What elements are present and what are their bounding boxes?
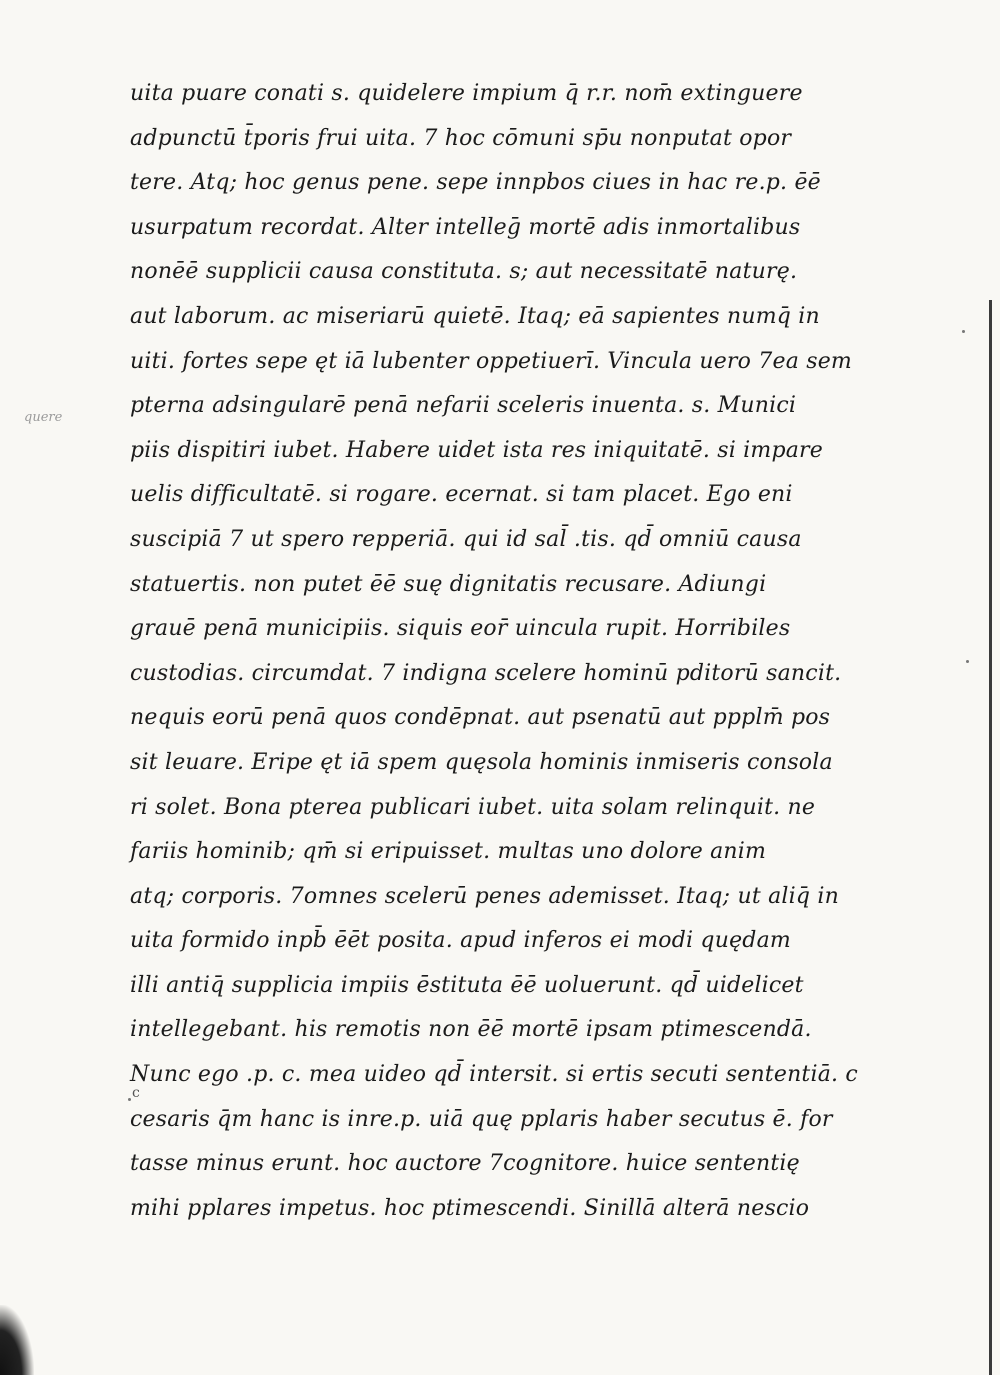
text-line: intellegebant. his remotis non ēē mortē ipsam ptimescendā. [130, 1017, 812, 1043]
text-line: uita formido inpb̄ ēēt posita. apud inferos ei modi quędam [130, 928, 791, 954]
text-line: usurpatum recordat. Alter intelleḡ mortē adis inmortalibus [130, 214, 801, 240]
text-line: mihi pplares impetus. hoc ptimescendi. Sinillā alterā nescio [130, 1195, 810, 1221]
text-line: atq; corporis. 7omnes scelerū penes ademisset. Itaq; ut aliq̄ in [130, 883, 839, 909]
text-line: custodias. circumdat. 7 indigna scelere hominū pditorū sancit. [130, 660, 842, 686]
text-line: cesaris q̄m hanc is inre.p. uiā quę pplaris haber secutus ē. for [130, 1106, 833, 1132]
text-line: suscipiā 7 ut spero repperiā. qui id sal̄ .tis. qd̄ omniū causa [130, 526, 802, 552]
text-line: tere. Atq; hoc genus pene. sepe innpbos ciues in hac re.p. ēē [130, 170, 821, 196]
margin-speck [962, 330, 965, 333]
text-line: piis dispitiri iubet. Habere uidet ista res iniquitatē. si impare [130, 437, 823, 463]
text-line: tasse minus erunt. hoc auctore 7cognitore. huice sententię [130, 1151, 800, 1177]
text-line: statuertis. non putet ēē suę dignitatis recusare. Adiungi [130, 571, 767, 597]
text-line: uita puare conati s. quidelere impium q̄ r.r. nom̄ extinguere [130, 81, 803, 106]
text-line: ri solet. Bona pterea publicari iubet. uita solam relinquit. ne [130, 794, 816, 820]
text-line: nonēē supplicii causa constituta. s; aut necessitatē naturę. [130, 259, 798, 285]
manuscript-text-column [130, 72, 950, 1231]
text-line: fariis hominib; qm̄ si eripuisset. multas uno dolore anim [130, 839, 767, 865]
text-line: uelis difficultatē. si rogare. ecernat. si tam placet. Ego eni [130, 482, 793, 508]
text-line: nequis eorū penā quos condēpnat. aut psenatū aut ppplm̄ pos [130, 705, 831, 731]
text-line: uiti. fortes sepe ęt iā lubenter oppetiuerī. Vincula uero 7ea sem [130, 348, 852, 374]
binding-gutter-line [989, 300, 992, 1375]
margin-correction-mark: c [132, 1085, 140, 1101]
text-line: illi antiq̄ supplicia impiis ēstituta ēē uoluerunt. qd̄ uidelicet [130, 972, 804, 998]
text-line: pterna adsingularē penā nefarii sceleris inuenta. s. Munici [130, 393, 797, 419]
ink-stain [0, 1305, 34, 1375]
margin-speck [966, 660, 969, 663]
text-line: sit leuare. Eripe ęt iā spem quęsola hominis inmiseris consola [130, 749, 833, 775]
margin-annotation: quere [24, 410, 63, 425]
text-line: aut laborum. ac miseriarū quietē. Itaq; eā sapientes numq̄ in [130, 303, 820, 329]
text-line: grauē penā municipiis. siquis eor̄ uincula rupit. Horribiles [130, 616, 791, 642]
text-line: adpunctū t̄poris frui uita. 7 hoc cōmuni sp̄u nonputat opor [130, 125, 792, 151]
text-line: Nunc ego .p. c. mea uideo qd̄ intersit. si ertis secuti sententiā. c [130, 1062, 858, 1088]
